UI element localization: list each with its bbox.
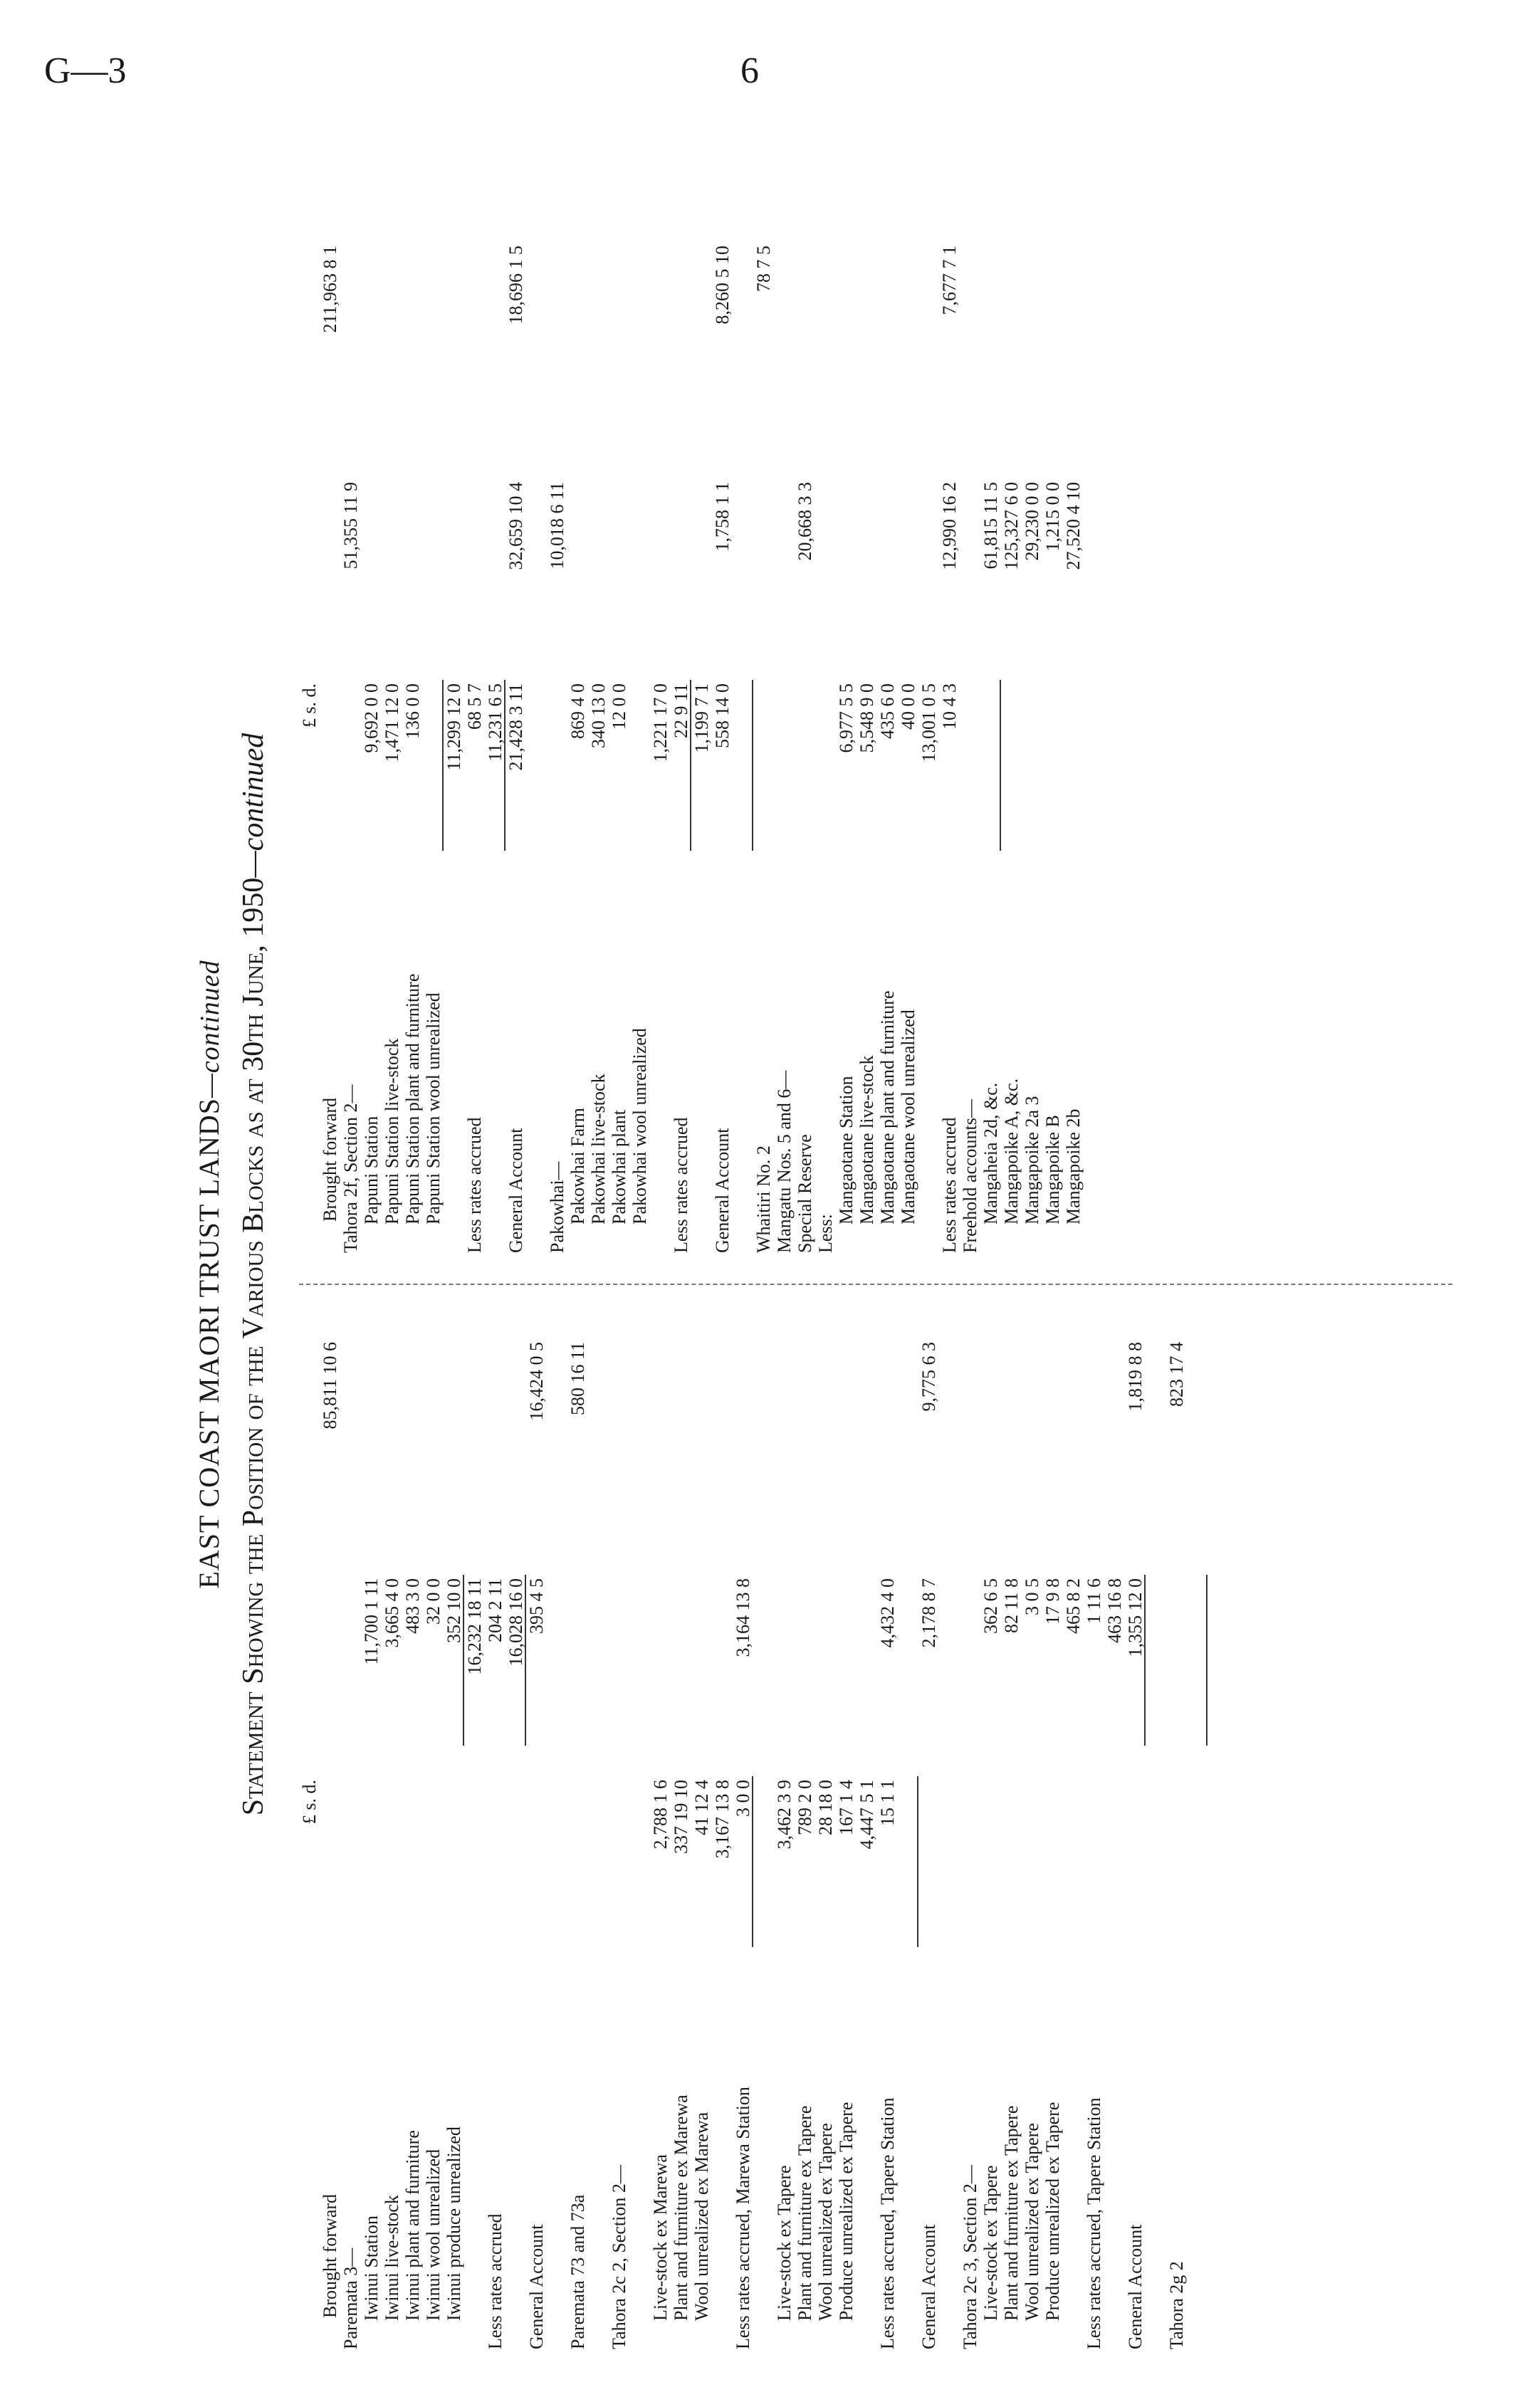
column-divider bbox=[299, 1283, 1452, 1285]
row-spacer bbox=[733, 214, 753, 1253]
amount-cell: 17 9 8 bbox=[1042, 1578, 1063, 1625]
amount-cell: 40 0 0 bbox=[898, 683, 918, 730]
amount-cell: 3 0 5 bbox=[1022, 1578, 1042, 1615]
ledger-row bbox=[485, 1310, 506, 2349]
row-label: General Account bbox=[506, 1128, 526, 1253]
row-label: Pakowhai live-stock bbox=[588, 1074, 609, 1224]
ledger-row bbox=[918, 214, 939, 1253]
ledger-row bbox=[712, 1310, 733, 2349]
subtotal-rule bbox=[1206, 1575, 1208, 1746]
row-label: Plant and furniture ex Marewa bbox=[671, 2094, 691, 2321]
amount-cell: 51,355 11 9 bbox=[340, 482, 361, 570]
ledger-row bbox=[960, 1310, 980, 2349]
ledger-row bbox=[650, 1310, 671, 2349]
amount-cell: 10,018 6 11 bbox=[547, 482, 567, 570]
ledger-row bbox=[464, 214, 485, 1253]
row-label: Mangaotane Station bbox=[836, 1076, 857, 1224]
ledger-row bbox=[1042, 214, 1063, 1253]
ledger-row bbox=[506, 1310, 526, 2349]
ledger-row bbox=[464, 1310, 485, 2349]
amount-cell: 789 2 0 bbox=[795, 1780, 815, 1835]
ledger-row bbox=[795, 1310, 815, 2349]
amount-cell: 32,659 10 4 bbox=[506, 482, 526, 570]
row-label: General Account bbox=[1125, 2224, 1146, 2349]
amount-cell: 395 4 5 bbox=[526, 1578, 547, 1634]
ledger-row bbox=[1063, 1310, 1084, 2349]
row-label: Special Reserve bbox=[795, 1134, 815, 1253]
amount-cell: 1,471 12 0 bbox=[382, 683, 402, 762]
amount-cell: 85,811 10 6 bbox=[320, 1342, 340, 1430]
row-spacer bbox=[588, 1310, 609, 2349]
row-label: Produce unrealized ex Tapere bbox=[1042, 2102, 1063, 2321]
row-spacer bbox=[898, 1310, 918, 2349]
row-spacer bbox=[939, 1310, 960, 2349]
amount-cell: 21,428 3 11 bbox=[506, 683, 526, 771]
ledger-row bbox=[361, 214, 382, 1253]
row-label: Wool unrealized ex Marewa bbox=[691, 2112, 712, 2321]
rotated-statement bbox=[192, 178, 1460, 2371]
row-label: Iwinui plant and furniture bbox=[402, 2130, 423, 2321]
ledger-row bbox=[402, 1310, 423, 2349]
row-label: Brought forward bbox=[320, 2193, 340, 2318]
row-label: Tahora 2c 3, Section 2— bbox=[960, 2165, 980, 2349]
ledger-row bbox=[1001, 1310, 1022, 2349]
ledger-row bbox=[423, 1310, 444, 2349]
right-ledger-column bbox=[299, 214, 1084, 1253]
row-spacer bbox=[1146, 1310, 1166, 2349]
amount-cell: 1,355 12 0 bbox=[1125, 1578, 1146, 1657]
currency-header: £ s. d. bbox=[299, 683, 320, 728]
amount-cell: 463 16 8 bbox=[1104, 1578, 1125, 1643]
ledger-row bbox=[815, 1310, 836, 2349]
ledger-row bbox=[340, 214, 361, 1253]
ledger-row bbox=[1001, 214, 1022, 1253]
amount-cell: 28 18 0 bbox=[815, 1780, 836, 1835]
row-label: Less rates accrued, Marewa Station bbox=[733, 2087, 753, 2349]
row-label: Whaitiri No. 2 bbox=[753, 1145, 774, 1253]
row-label: Less rates accrued, Tapere Station bbox=[1084, 2097, 1104, 2349]
amount-cell: 4,432 4 0 bbox=[877, 1578, 898, 1648]
amount-cell: 11,700 1 11 bbox=[361, 1578, 382, 1665]
ledger-row bbox=[980, 1310, 1001, 2349]
ledger-row bbox=[320, 1310, 340, 2349]
row-label: Plant and furniture ex Tapere bbox=[795, 2105, 815, 2321]
ledger-row bbox=[733, 1310, 753, 2349]
ledger-row bbox=[609, 1310, 629, 2349]
amount-cell: 16,028 16 0 bbox=[506, 1578, 526, 1667]
row-label: Tahora 2f, Section 2— bbox=[340, 1084, 361, 1253]
document-subtitle bbox=[236, 178, 271, 2371]
amount-cell: 7,677 7 1 bbox=[939, 246, 960, 315]
title-line2-suffix: —continued bbox=[237, 733, 270, 878]
row-label: Papuni Station wool unrealized bbox=[423, 992, 444, 1224]
amount-cell: 12 0 0 bbox=[609, 683, 629, 730]
ledger-row bbox=[939, 214, 960, 1253]
row-label: Pakowhai Farm bbox=[567, 1108, 588, 1224]
amount-cell: 1 11 6 bbox=[1084, 1578, 1104, 1625]
row-label: General Account bbox=[526, 2224, 547, 2349]
amount-cell: 340 13 0 bbox=[588, 683, 609, 748]
ledger-row bbox=[857, 214, 877, 1253]
ledger-row bbox=[795, 214, 815, 1253]
amount-cell: 10 4 3 bbox=[939, 683, 960, 730]
amount-cell: 1,215 0 0 bbox=[1042, 482, 1063, 552]
row-label: Iwinui produce unrealized bbox=[444, 2126, 464, 2321]
ledger-row bbox=[836, 214, 857, 1253]
amount-cell: 2,788 1 6 bbox=[650, 1780, 671, 1850]
ledger-row bbox=[1104, 1310, 1125, 2349]
amount-cell: 211,963 8 1 bbox=[320, 246, 340, 333]
row-label: Mangapoike 2a 3 bbox=[1022, 1096, 1042, 1224]
row-label: Wool unrealized ex Tapere bbox=[1022, 2123, 1042, 2321]
amount-cell: 125,327 6 0 bbox=[1001, 482, 1022, 570]
amount-cell: 15 1 1 bbox=[877, 1780, 898, 1826]
row-label: General Account bbox=[918, 2224, 939, 2349]
amount-cell: 3,164 13 8 bbox=[733, 1578, 753, 1657]
amount-cell: 823 17 4 bbox=[1166, 1342, 1187, 1407]
amount-cell: 2,178 8 7 bbox=[918, 1578, 939, 1648]
amount-cell: 8,260 5 10 bbox=[712, 246, 733, 325]
row-label: Pakowhai wool unrealized bbox=[629, 1028, 650, 1224]
row-spacer bbox=[526, 214, 547, 1253]
ledger-row bbox=[712, 214, 733, 1253]
amount-cell: 11,231 6 5 bbox=[485, 683, 506, 762]
amount-cell: 1,221 17 0 bbox=[650, 683, 671, 762]
currency-header-row bbox=[299, 214, 320, 1253]
ledger-row bbox=[671, 214, 691, 1253]
ledger-row bbox=[526, 1310, 547, 2349]
row-label: Produce unrealized ex Tapere bbox=[836, 2102, 857, 2321]
row-label: Pakowhai plant bbox=[609, 1109, 629, 1224]
amount-cell: 68 5 7 bbox=[464, 683, 485, 730]
ledger-row bbox=[320, 214, 340, 1253]
ledger-row bbox=[877, 1310, 898, 2349]
amount-cell: 61,815 11 5 bbox=[980, 482, 1001, 570]
ledger-row bbox=[774, 1310, 795, 2349]
page-number: 6 bbox=[740, 51, 759, 91]
amount-cell: 3,462 3 9 bbox=[774, 1780, 795, 1850]
amount-cell: 6,977 5 5 bbox=[836, 683, 857, 753]
amount-cell: 27,520 4 10 bbox=[1063, 482, 1084, 570]
row-label: Mangapoike 2b bbox=[1063, 1108, 1084, 1224]
row-label: General Account bbox=[712, 1128, 733, 1253]
amount-cell: 22 9 11 bbox=[671, 683, 691, 739]
ledger-row bbox=[1042, 1310, 1063, 2349]
row-label: Live-stock ex Marewa bbox=[650, 2154, 671, 2321]
ledger-row bbox=[567, 1310, 588, 2349]
amount-cell: 3 0 0 bbox=[733, 1780, 753, 1817]
row-label: Less rates accrued bbox=[939, 1117, 960, 1253]
row-label: Papuni Station plant and furniture bbox=[402, 973, 423, 1224]
ledger-row bbox=[629, 214, 650, 1253]
row-label: Papuni Station live-stock bbox=[382, 1038, 402, 1224]
amount-cell: 3,665 4 0 bbox=[382, 1578, 402, 1648]
amount-cell: 5,548 9 0 bbox=[857, 683, 877, 753]
amount-cell: 136 0 0 bbox=[402, 683, 423, 739]
amount-cell: 869 4 0 bbox=[567, 683, 588, 739]
amount-cell: 16,424 0 5 bbox=[526, 1342, 547, 1421]
ledger-row bbox=[1125, 1310, 1146, 2349]
row-label: Papuni Station bbox=[361, 1116, 382, 1224]
row-label: Brought forward bbox=[320, 1097, 340, 1222]
ledger-row bbox=[650, 214, 671, 1253]
amount-cell: 20,668 3 3 bbox=[795, 482, 815, 561]
ledger-row bbox=[402, 214, 423, 1253]
ledger-row bbox=[382, 1310, 402, 2349]
amount-cell: 78 7 5 bbox=[753, 246, 774, 292]
amount-cell: 32 0 0 bbox=[423, 1578, 444, 1625]
ledger-row bbox=[444, 1310, 464, 2349]
ledger-row bbox=[382, 214, 402, 1253]
amount-cell: 18,696 1 5 bbox=[506, 246, 526, 325]
row-label: Plant and furniture ex Tapere bbox=[1001, 2105, 1022, 2321]
row-label: Pakowhai— bbox=[547, 1161, 567, 1253]
title-line1-suffix: —continued bbox=[195, 960, 225, 1098]
ledger-row bbox=[857, 1310, 877, 2349]
row-label: Mangaotane wool unrealized bbox=[898, 1009, 918, 1224]
amount-cell: 352 10 0 bbox=[444, 1578, 464, 1643]
ledger-row bbox=[361, 1310, 382, 2349]
row-label: Live-stock ex Tapere bbox=[774, 2165, 795, 2321]
row-label: Live-stock ex Tapere bbox=[980, 2165, 1001, 2321]
row-label: Mangaheia 2d, &c. bbox=[980, 1082, 1001, 1224]
amount-cell: 82 11 8 bbox=[1001, 1578, 1022, 1634]
currency-header-row bbox=[299, 1310, 320, 2349]
ledger-row bbox=[423, 214, 444, 1253]
amount-cell: 1,199 7 1 bbox=[691, 683, 712, 753]
ledger-row bbox=[485, 214, 506, 1253]
row-label: Less rates accrued bbox=[464, 1117, 485, 1253]
row-label: Paremata 3— bbox=[340, 2248, 361, 2349]
amount-cell: 167 1 4 bbox=[836, 1780, 857, 1835]
row-label: Less rates accrued bbox=[485, 2213, 506, 2349]
title-line1: EAST COAST MAORI TRUST LANDS bbox=[193, 1098, 225, 1589]
ledger-row bbox=[691, 1310, 712, 2349]
ledger-row bbox=[444, 214, 464, 1253]
amount-cell: 13,001 0 5 bbox=[918, 683, 939, 762]
amount-cell: 1,819 8 8 bbox=[1125, 1342, 1146, 1412]
amount-cell: 580 16 11 bbox=[567, 1342, 588, 1416]
amount-cell: 41 12 4 bbox=[691, 1780, 712, 1835]
amount-cell: 9,692 0 0 bbox=[361, 683, 382, 753]
title-line2: Statement Showing the Position of the Various Blocks as at 30th June, 1950 bbox=[237, 877, 270, 1816]
row-label: Iwinui wool unrealized bbox=[423, 2149, 444, 2321]
left-ledger-column bbox=[299, 1310, 1187, 2349]
row-label: Mangatu Nos. 5 and 6— bbox=[774, 1070, 795, 1253]
amount-cell: 465 8 2 bbox=[1063, 1578, 1084, 1634]
ledger-row bbox=[1084, 1310, 1104, 2349]
row-label: Mangaotane plant and furniture bbox=[877, 990, 898, 1224]
row-label: Tahora 2c 2, Section 2— bbox=[609, 2165, 629, 2349]
ledger-row bbox=[609, 214, 629, 1253]
row-label: Paremata 73 and 73a bbox=[567, 2194, 588, 2349]
amount-cell: 9,775 6 3 bbox=[918, 1342, 939, 1412]
row-label: Iwinui Station bbox=[361, 2215, 382, 2321]
row-label: Less: bbox=[815, 1214, 836, 1253]
amount-cell: 1,758 1 1 bbox=[712, 482, 733, 552]
amount-cell: 204 2 11 bbox=[485, 1578, 506, 1643]
ledger-row bbox=[567, 214, 588, 1253]
ledger-row bbox=[815, 214, 836, 1253]
ledger-row bbox=[898, 214, 918, 1253]
row-spacer bbox=[547, 1310, 567, 2349]
amount-cell: 29,230 0 0 bbox=[1022, 482, 1042, 561]
row-label: Iwinui live-stock bbox=[382, 2195, 402, 2321]
ledger-row bbox=[506, 214, 526, 1253]
amount-cell: 16,232 18 11 bbox=[464, 1578, 485, 1675]
row-label: Mangapoike B bbox=[1042, 1115, 1063, 1224]
ledger-row bbox=[1166, 1310, 1187, 2349]
ledger-row bbox=[836, 1310, 857, 2349]
ledger-row bbox=[671, 1310, 691, 2349]
ledger-row bbox=[547, 214, 567, 1253]
amount-cell: 4,447 5 1 bbox=[857, 1780, 877, 1850]
ledger-row bbox=[1063, 214, 1084, 1253]
row-label: Less rates accrued bbox=[671, 1117, 691, 1253]
amount-cell: 337 19 10 bbox=[671, 1780, 691, 1854]
amount-cell: 3,167 13 8 bbox=[712, 1780, 733, 1859]
ledger-row bbox=[340, 1310, 361, 2349]
row-label: Wool unrealized ex Tapere bbox=[815, 2123, 836, 2321]
row-spacer bbox=[629, 1310, 650, 2349]
row-label: Tahora 2g 2 bbox=[1166, 2261, 1187, 2349]
ledger-row bbox=[1022, 214, 1042, 1253]
amount-cell: 558 14 0 bbox=[712, 683, 733, 748]
row-label: Freehold accounts— bbox=[960, 1099, 980, 1253]
ledger-row bbox=[918, 1310, 939, 2349]
ledger-row bbox=[1022, 1310, 1042, 2349]
row-spacer bbox=[753, 1310, 774, 2349]
row-label: Mangapoike A, &c. bbox=[1001, 1078, 1022, 1224]
ledger-row bbox=[774, 214, 795, 1253]
ledger-row bbox=[980, 214, 1001, 1253]
ledger-row bbox=[691, 214, 712, 1253]
amount-cell: 483 3 0 bbox=[402, 1578, 423, 1634]
ledger-row bbox=[588, 214, 609, 1253]
document-title bbox=[192, 178, 226, 2371]
amount-cell: 435 6 0 bbox=[877, 683, 898, 739]
page-reference: G—3 bbox=[44, 51, 127, 91]
ledger-row bbox=[753, 214, 774, 1253]
row-label: Less rates accrued, Tapere Station bbox=[877, 2097, 898, 2349]
amount-cell: 362 6 5 bbox=[980, 1578, 1001, 1634]
row-label: Mangaotane live-stock bbox=[857, 1055, 877, 1224]
ledger-row bbox=[877, 214, 898, 1253]
ledger-row bbox=[960, 214, 980, 1253]
amount-cell: 11,299 12 0 bbox=[444, 683, 464, 771]
currency-header: £ s. d. bbox=[299, 1780, 320, 1825]
amount-cell: 12,990 16 2 bbox=[939, 482, 960, 570]
